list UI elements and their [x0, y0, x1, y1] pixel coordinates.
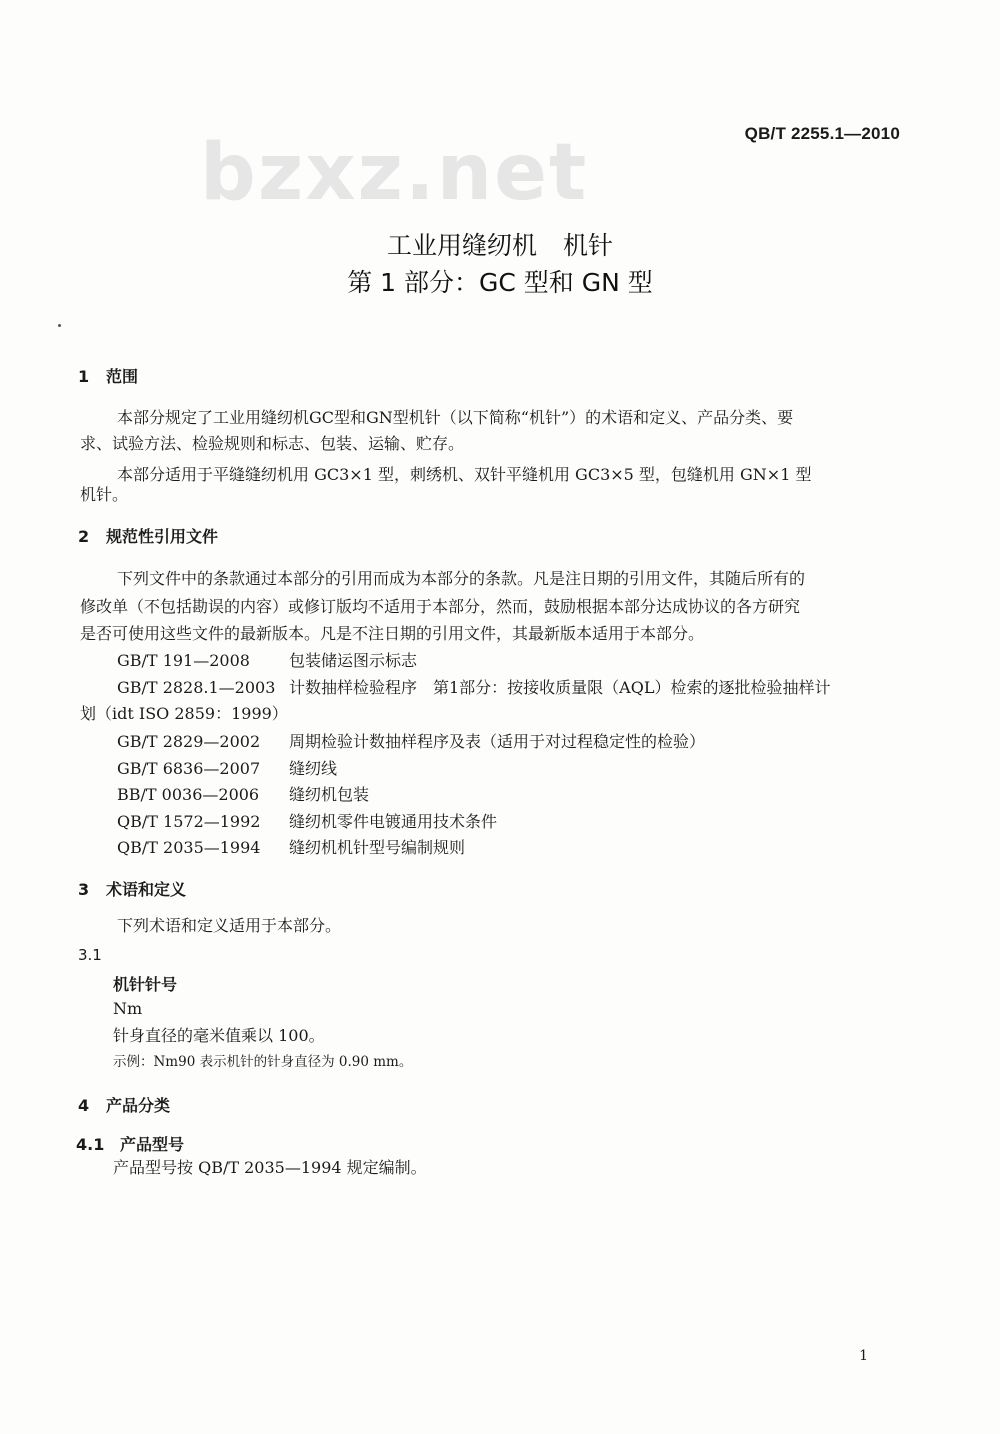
- reference-item: [117, 756, 337, 782]
- reference-title: 周期检验计数抽样程序及表（适用于对过程稳定性的检验）: [289, 732, 706, 751]
- reference-item: [117, 835, 465, 861]
- reference-code: BB/T 0036—2006: [117, 785, 260, 804]
- reference-code: GB/T 6836—2007: [117, 759, 261, 778]
- title-part-b: 机针: [563, 231, 614, 260]
- reference-item: [117, 782, 369, 808]
- section-number: 2: [78, 527, 90, 546]
- reference-title: 缝纫机零件电镀通用技术条件: [289, 812, 498, 831]
- term-number: 3.1: [78, 946, 102, 964]
- paragraph-line: 下列术语和定义适用于本部分。: [117, 916, 342, 935]
- section-number: 1: [78, 367, 90, 386]
- section-heading-3: [78, 877, 186, 900]
- paragraph-line: 是否可使用这些文件的最新版本。凡是不注日期的引用文件，其最新版本适用于本部分。: [80, 624, 705, 643]
- reference-code: QB/T 1572—1992: [117, 812, 261, 831]
- paragraph-line: 下列文件中的条款通过本部分的引用而成为本部分的条款。凡是注日期的引用文件，其随后所有的: [117, 569, 806, 588]
- paragraph-line: 本部分适用于平缝缝纫机用 GC3×1 型，刺绣机、双针平缝机用 GC3×5 型，包缝机用 GN×1 型: [117, 465, 812, 484]
- subsection-heading-4-1: [76, 1132, 184, 1155]
- reference-wrap-line: 划（idt ISO 2859：1999）: [80, 704, 288, 723]
- paragraph-line: 修改单（不包括勘误的内容）或修订版均不适用于本部分，然而，鼓励根据本部分达成协议的各方研究: [80, 597, 801, 616]
- section-title: 规范性引用文件: [106, 527, 219, 546]
- watermark: bzxz.net: [200, 128, 589, 218]
- term-symbol: Nm: [113, 999, 143, 1018]
- term-definition: 针身直径的毫米值乘以 100。: [113, 1026, 325, 1045]
- paragraph-line: 本部分规定了工业用缝纫机GC型和GN型机针（以下简称“机针”）的术语和定义、产品分类、要: [117, 408, 794, 427]
- reference-code: GB/T 2828.1—2003: [117, 678, 276, 697]
- paragraph-line: 机针。: [80, 485, 129, 504]
- page-number: 1: [859, 1348, 868, 1364]
- section-heading-2: [78, 524, 218, 547]
- scan-speck: [58, 324, 61, 327]
- document-title-line1: [0, 226, 1000, 262]
- standard-code: QB/T 2255.1—2010: [744, 124, 900, 143]
- reference-item: [117, 648, 417, 674]
- reference-code: GB/T 191—2008: [117, 651, 250, 670]
- section-title: 术语和定义: [106, 880, 187, 899]
- section-title: 产品分类: [106, 1096, 171, 1115]
- section-number: 4: [78, 1096, 90, 1115]
- section-title: 范围: [106, 367, 139, 386]
- reference-title: 缝纫机包装: [289, 785, 370, 804]
- reference-title: 计数抽样检验程序 第1部分：按接收质量限（AQL）检索的逐批检验抽样计: [289, 678, 831, 697]
- reference-code: GB/T 2829—2002: [117, 732, 261, 751]
- subsection-number: 4.1: [76, 1135, 105, 1154]
- term-title: 机针针号: [113, 975, 178, 994]
- reference-item: [117, 809, 497, 835]
- paragraph-line: 产品型号按 QB/T 2035—1994 规定编制。: [113, 1158, 427, 1177]
- reference-title: 包装储运图示标志: [289, 651, 418, 670]
- reference-item: [117, 675, 830, 701]
- title-part-a: 工业用缝纫机: [386, 231, 537, 260]
- paragraph-line: 求、试验方法、检验规则和标志、包装、运输、贮存。: [80, 434, 465, 453]
- term-example: 示例：Nm90 表示机针的针身直径为 0.90 mm。: [113, 1054, 413, 1070]
- reference-title: 缝纫线: [289, 759, 338, 778]
- section-number: 3: [78, 880, 90, 899]
- section-heading-1: [78, 364, 138, 387]
- reference-code: QB/T 2035—1994: [117, 838, 261, 857]
- reference-title: 缝纫机机针型号编制规则: [289, 838, 466, 857]
- section-heading-4: [78, 1093, 170, 1116]
- document-title-line2: 第 1 部分：GC 型和 GN 型: [347, 268, 653, 297]
- reference-item: [117, 729, 705, 755]
- subsection-title: 产品型号: [120, 1135, 185, 1154]
